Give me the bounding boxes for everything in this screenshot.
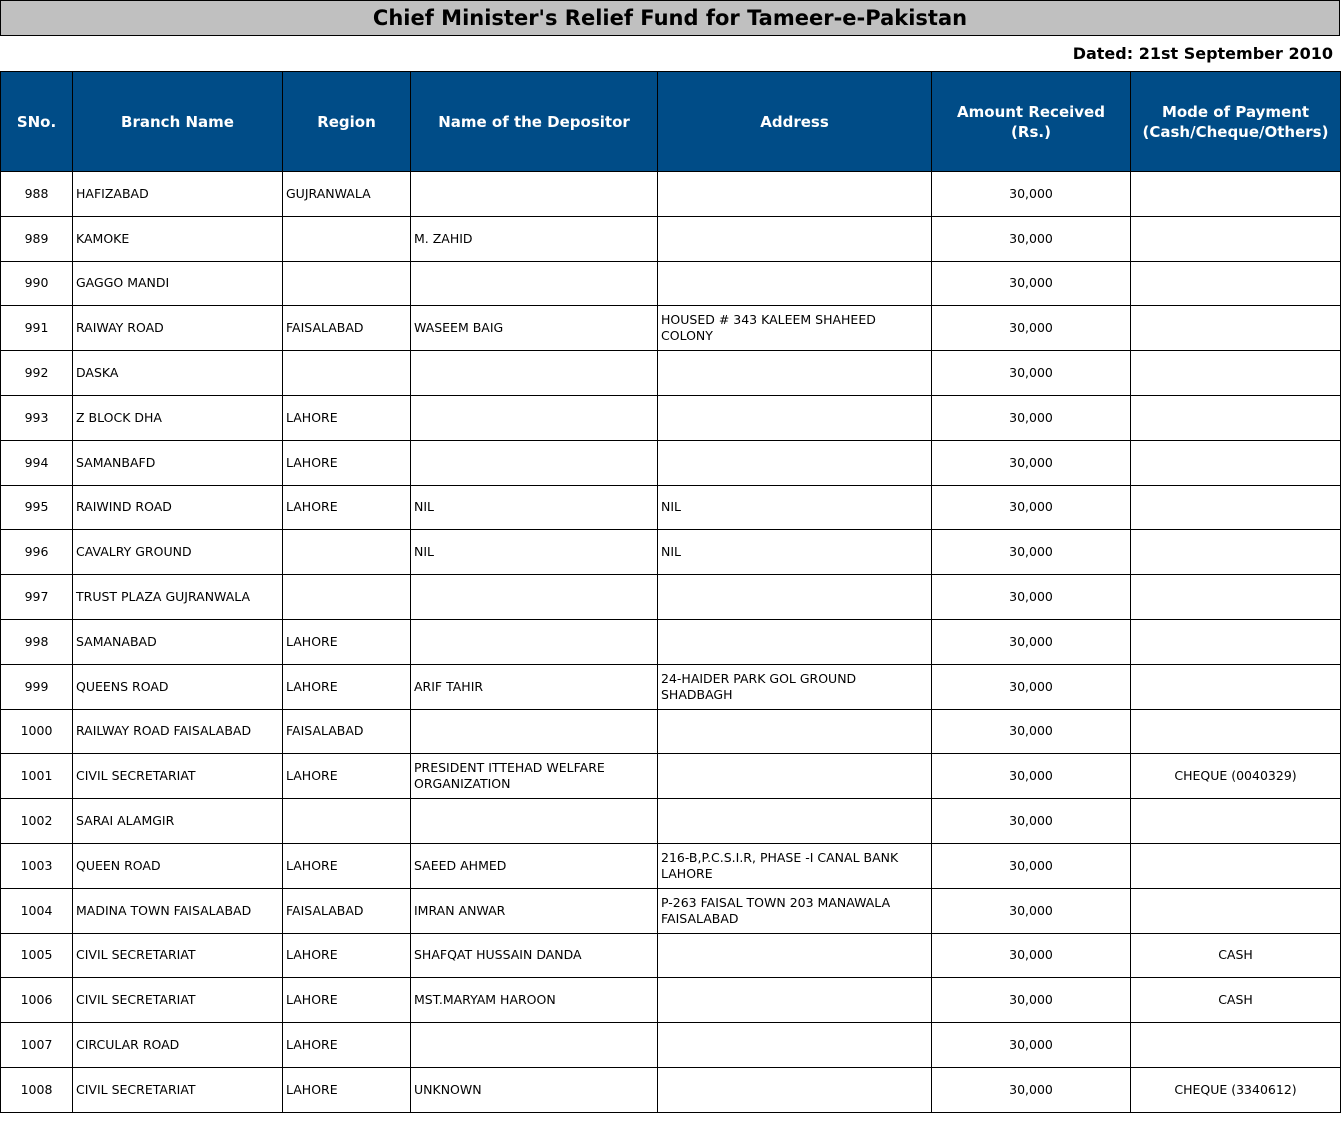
payment-mode-cell	[1131, 530, 1341, 575]
sno-cell: 998	[1, 619, 73, 664]
region-cell: LAHORE	[283, 619, 411, 664]
depositor-cell	[411, 440, 658, 485]
address-cell	[658, 619, 932, 664]
branch-name-cell: GAGGO MANDI	[73, 261, 283, 306]
header-mode-of-payment	[1131, 72, 1341, 172]
branch-name-cell: CAVALRY GROUND	[73, 530, 283, 575]
region-cell: LAHORE	[283, 1023, 411, 1068]
address-cell: 24-HAIDER PARK GOL GROUND SHADBAGH	[658, 664, 932, 709]
table-row	[1, 395, 1341, 440]
page-title: Chief Minister's Relief Fund for Tameer-e-Pakistan	[0, 0, 1340, 36]
table-row	[1, 261, 1341, 306]
branch-name-cell: TRUST PLAZA GUJRANWALA	[73, 575, 283, 620]
address-cell	[658, 799, 932, 844]
sno-cell: 1008	[1, 1067, 73, 1112]
payment-mode-cell	[1131, 888, 1341, 933]
address-cell	[658, 1067, 932, 1112]
table-row	[1, 664, 1341, 709]
sno-cell: 999	[1, 664, 73, 709]
header-mode-line1: Mode of Payment	[1161, 102, 1310, 121]
region-cell: LAHORE	[283, 754, 411, 799]
sno-cell: 997	[1, 575, 73, 620]
depositor-cell	[411, 261, 658, 306]
region-cell	[283, 216, 411, 261]
dated-label: Dated: 21st September 2010	[1072, 44, 1333, 63]
sno-cell: 996	[1, 530, 73, 575]
table-row	[1, 754, 1341, 799]
depositor-cell: PRESIDENT ITTEHAD WELFARE ORGANIZATION	[411, 754, 658, 799]
region-cell: LAHORE	[283, 440, 411, 485]
region-cell: FAISALABAD	[283, 306, 411, 351]
amount-cell: 30,000	[932, 1023, 1131, 1068]
payment-mode-cell	[1131, 619, 1341, 664]
amount-cell: 30,000	[932, 619, 1131, 664]
depositor-cell: MST.MARYAM HAROON	[411, 978, 658, 1023]
header-amount-line2: (Rs.)	[1011, 122, 1051, 141]
table-row	[1, 1023, 1341, 1068]
sno-cell: 1007	[1, 1023, 73, 1068]
depositor-cell	[411, 351, 658, 396]
depositor-cell: ARIF TAHIR	[411, 664, 658, 709]
sno-cell: 1001	[1, 754, 73, 799]
header-branch-name: Branch Name	[73, 72, 283, 172]
depositor-cell: NIL	[411, 530, 658, 575]
sno-cell: 990	[1, 261, 73, 306]
sno-cell: 993	[1, 395, 73, 440]
branch-name-cell: QUEENS ROAD	[73, 664, 283, 709]
amount-cell: 30,000	[932, 485, 1131, 530]
region-cell: LAHORE	[283, 664, 411, 709]
address-cell	[658, 1023, 932, 1068]
branch-name-cell: CIVIL SECRETARIAT	[73, 978, 283, 1023]
payment-mode-cell	[1131, 709, 1341, 754]
branch-name-cell: KAMOKE	[73, 216, 283, 261]
address-cell	[658, 978, 932, 1023]
address-cell: 216-B,P.C.S.I.R, PHASE -I CANAL BANK LAHORE	[658, 843, 932, 888]
payment-mode-cell	[1131, 843, 1341, 888]
table-row	[1, 933, 1341, 978]
depositor-cell	[411, 709, 658, 754]
sno-cell: 991	[1, 306, 73, 351]
table-row	[1, 216, 1341, 261]
region-cell: LAHORE	[283, 395, 411, 440]
table-row	[1, 799, 1341, 844]
address-cell	[658, 172, 932, 217]
depositor-cell: IMRAN ANWAR	[411, 888, 658, 933]
table-row	[1, 440, 1341, 485]
table-body	[1, 172, 1341, 1113]
region-cell: FAISALABAD	[283, 709, 411, 754]
amount-cell: 30,000	[932, 172, 1131, 217]
table-row	[1, 619, 1341, 664]
amount-cell: 30,000	[932, 216, 1131, 261]
payment-mode-cell: CHEQUE (3340612)	[1131, 1067, 1341, 1112]
amount-cell: 30,000	[932, 709, 1131, 754]
amount-cell: 30,000	[932, 799, 1131, 844]
address-cell: HOUSED # 343 KALEEM SHAHEED COLONY	[658, 306, 932, 351]
payment-mode-cell	[1131, 1023, 1341, 1068]
amount-cell: 30,000	[932, 351, 1131, 396]
depositor-cell	[411, 799, 658, 844]
sno-cell: 1003	[1, 843, 73, 888]
depositor-cell: WASEEM BAIG	[411, 306, 658, 351]
payment-mode-cell	[1131, 261, 1341, 306]
region-cell: LAHORE	[283, 933, 411, 978]
branch-name-cell: HAFIZABAD	[73, 172, 283, 217]
branch-name-cell: SARAI ALAMGIR	[73, 799, 283, 844]
address-cell: P-263 FAISAL TOWN 203 MANAWALA FAISALABAD	[658, 888, 932, 933]
region-cell	[283, 799, 411, 844]
payment-mode-cell	[1131, 306, 1341, 351]
branch-name-cell: RAIWAY ROAD	[73, 306, 283, 351]
table-row	[1, 843, 1341, 888]
amount-cell: 30,000	[932, 888, 1131, 933]
address-cell	[658, 709, 932, 754]
payment-mode-cell	[1131, 799, 1341, 844]
table-row	[1, 306, 1341, 351]
region-cell: LAHORE	[283, 1067, 411, 1112]
sno-cell: 1006	[1, 978, 73, 1023]
branch-name-cell: CIRCULAR ROAD	[73, 1023, 283, 1068]
address-cell	[658, 933, 932, 978]
table-row	[1, 1067, 1341, 1112]
header-region: Region	[283, 72, 411, 172]
branch-name-cell: RAIWIND ROAD	[73, 485, 283, 530]
amount-cell: 30,000	[932, 575, 1131, 620]
header-depositor: Name of the Depositor	[411, 72, 658, 172]
payment-mode-cell	[1131, 351, 1341, 396]
sno-cell: 1000	[1, 709, 73, 754]
payment-mode-cell	[1131, 485, 1341, 530]
branch-name-cell: Z BLOCK DHA	[73, 395, 283, 440]
region-cell	[283, 530, 411, 575]
table-row	[1, 709, 1341, 754]
address-cell: NIL	[658, 530, 932, 575]
region-cell: LAHORE	[283, 485, 411, 530]
address-cell	[658, 575, 932, 620]
table-row	[1, 351, 1341, 396]
address-cell	[658, 440, 932, 485]
header-amount-line1: Amount Received	[957, 102, 1105, 121]
region-cell: LAHORE	[283, 843, 411, 888]
table-row	[1, 888, 1341, 933]
region-cell: LAHORE	[283, 978, 411, 1023]
depositor-cell: NIL	[411, 485, 658, 530]
sno-cell: 1004	[1, 888, 73, 933]
branch-name-cell: DASKA	[73, 351, 283, 396]
sno-cell: 994	[1, 440, 73, 485]
depositor-cell	[411, 619, 658, 664]
payment-mode-cell	[1131, 440, 1341, 485]
amount-cell: 30,000	[932, 933, 1131, 978]
region-cell: GUJRANWALA	[283, 172, 411, 217]
amount-cell: 30,000	[932, 754, 1131, 799]
amount-cell: 30,000	[932, 664, 1131, 709]
payment-mode-cell: CHEQUE (0040329)	[1131, 754, 1341, 799]
depositor-cell	[411, 172, 658, 217]
amount-cell: 30,000	[932, 440, 1131, 485]
sno-cell: 989	[1, 216, 73, 261]
depositor-cell: SAEED AHMED	[411, 843, 658, 888]
depositor-cell: M. ZAHID	[411, 216, 658, 261]
header-sno: SNo.	[1, 72, 73, 172]
branch-name-cell: SAMANABAD	[73, 619, 283, 664]
donations-table	[0, 71, 1341, 1113]
sno-cell: 992	[1, 351, 73, 396]
region-cell	[283, 351, 411, 396]
depositor-cell	[411, 575, 658, 620]
sno-cell: 988	[1, 172, 73, 217]
sno-cell: 995	[1, 485, 73, 530]
amount-cell: 30,000	[932, 1067, 1131, 1112]
address-cell	[658, 754, 932, 799]
payment-mode-cell: CASH	[1131, 978, 1341, 1023]
branch-name-cell: SAMANBAFD	[73, 440, 283, 485]
depositor-cell	[411, 1023, 658, 1068]
date-line	[0, 36, 1338, 71]
depositor-cell	[411, 395, 658, 440]
table-row	[1, 530, 1341, 575]
address-cell	[658, 216, 932, 261]
amount-cell: 30,000	[932, 843, 1131, 888]
address-cell	[658, 351, 932, 396]
region-cell: FAISALABAD	[283, 888, 411, 933]
branch-name-cell: QUEEN ROAD	[73, 843, 283, 888]
payment-mode-cell	[1131, 664, 1341, 709]
payment-mode-cell	[1131, 575, 1341, 620]
amount-cell: 30,000	[932, 261, 1131, 306]
address-cell	[658, 261, 932, 306]
amount-cell: 30,000	[932, 306, 1131, 351]
payment-mode-cell	[1131, 172, 1341, 217]
depositor-cell: UNKNOWN	[411, 1067, 658, 1112]
table-row	[1, 575, 1341, 620]
address-cell: NIL	[658, 485, 932, 530]
depositor-cell: SHAFQAT HUSSAIN DANDA	[411, 933, 658, 978]
region-cell	[283, 575, 411, 620]
sno-cell: 1002	[1, 799, 73, 844]
table-header-row	[1, 72, 1341, 172]
payment-mode-cell	[1131, 216, 1341, 261]
amount-cell: 30,000	[932, 395, 1131, 440]
header-amount-received	[932, 72, 1131, 172]
header-address: Address	[658, 72, 932, 172]
sno-cell: 1005	[1, 933, 73, 978]
header-mode-line2: (Cash/Cheque/Others)	[1142, 122, 1329, 141]
branch-name-cell: MADINA TOWN FAISALABAD	[73, 888, 283, 933]
table-row	[1, 485, 1341, 530]
branch-name-cell: RAILWAY ROAD FAISALABAD	[73, 709, 283, 754]
branch-name-cell: CIVIL SECRETARIAT	[73, 754, 283, 799]
amount-cell: 30,000	[932, 978, 1131, 1023]
payment-mode-cell	[1131, 395, 1341, 440]
payment-mode-cell: CASH	[1131, 933, 1341, 978]
region-cell	[283, 261, 411, 306]
table-row	[1, 172, 1341, 217]
branch-name-cell: CIVIL SECRETARIAT	[73, 1067, 283, 1112]
address-cell	[658, 395, 932, 440]
table-row	[1, 978, 1341, 1023]
branch-name-cell: CIVIL SECRETARIAT	[73, 933, 283, 978]
amount-cell: 30,000	[932, 530, 1131, 575]
